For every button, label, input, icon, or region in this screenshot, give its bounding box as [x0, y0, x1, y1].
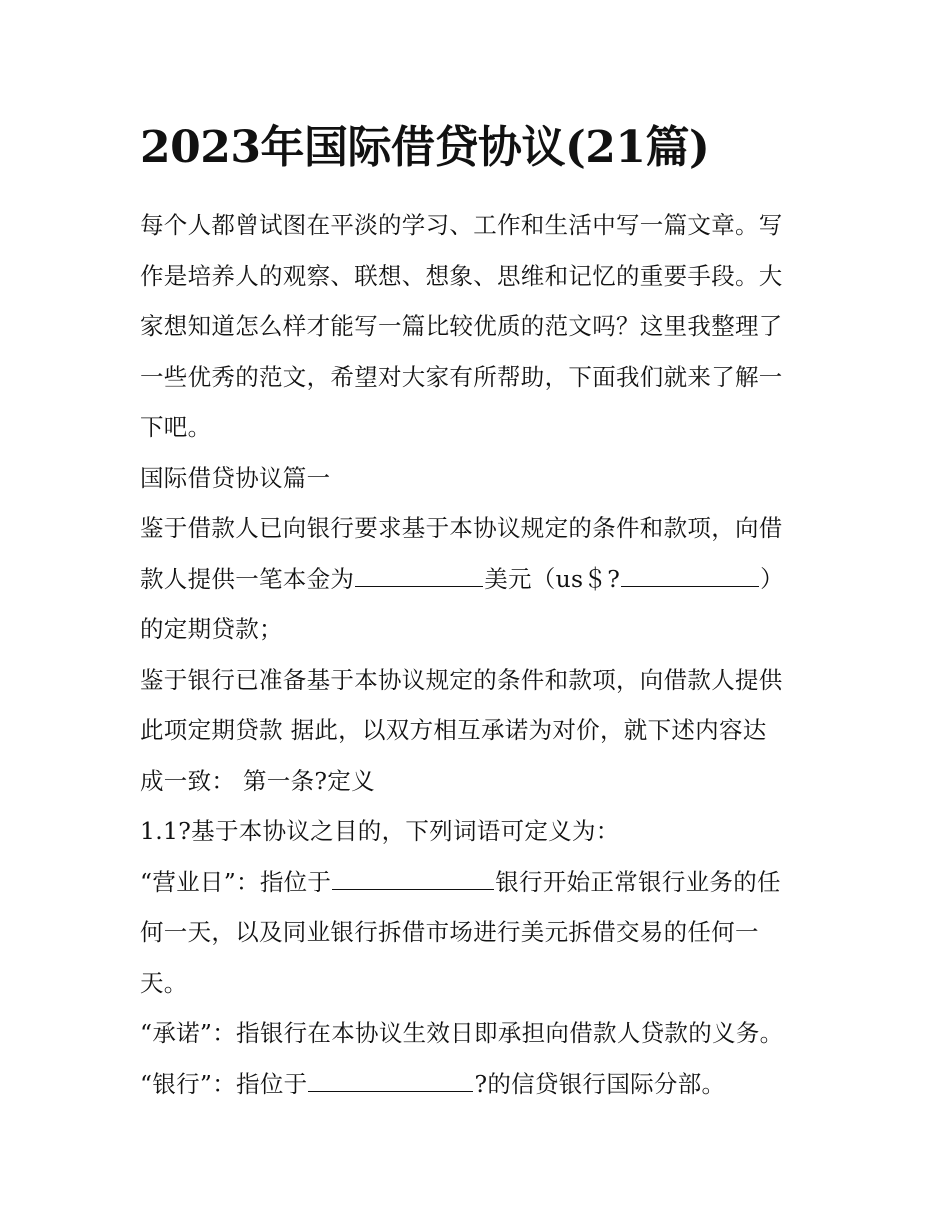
clause-b-line-1: 鉴于银行已准备基于本协议规定的条件和款项，向借款人提供 — [140, 665, 783, 694]
intro-line-4: 一些优秀的范文，希望对大家有所帮助，下面我们就来了解一 — [140, 362, 783, 391]
definitions-intro: 1.1?基于本协议之目的，下列词语可定义为： — [140, 817, 620, 845]
intro-line-3: 家想知道怎么样才能写一篇比较优质的范文吗？这里我整理了 — [140, 312, 783, 340]
document-body — [140, 200, 820, 1109]
section-heading: 国际借贷协议篇一 — [140, 463, 331, 492]
clause-a-line-2 — [140, 554, 820, 605]
clause-a-line-1: 鉴于借款人已向银行要求基于本协议规定的条件和款项，向借 — [140, 514, 783, 542]
usd-amount-blank — [621, 562, 759, 587]
def-bank-after: ?的信贷银行国际分部。 — [474, 1069, 726, 1098]
clause-a-text-after: ） — [760, 564, 784, 593]
business-day-location-blank — [332, 865, 494, 890]
intro-line-5: 下吧。 — [140, 413, 212, 441]
def-business-day-line-2: 何一天，以及同业银行拆借市场进行美元拆借交易的任何一 — [140, 918, 759, 946]
def-business-day-before: “营业日”：指位于 — [140, 867, 332, 896]
def-bank — [140, 1059, 820, 1110]
clause-a-text-before: 款人提供一笔本金为 — [140, 564, 355, 593]
principal-amount-blank — [355, 562, 483, 587]
clause-a-text-middle: 美元（us＄? — [484, 564, 621, 593]
bank-location-blank — [308, 1067, 473, 1092]
def-business-day-line-1 — [140, 857, 820, 908]
clause-b-line-2: 此项定期贷款 据此，以双方相互承诺为对价，就下述内容达 — [140, 716, 767, 744]
document-title: 2023年国际借贷协议(21篇) — [140, 122, 710, 173]
def-bank-before: “银行”：指位于 — [140, 1069, 308, 1098]
clause-a-line-3: 的定期贷款； — [140, 615, 283, 643]
intro-line-1: 每个人都曾试图在平淡的学习、工作和生活中写一篇文章。写 — [140, 211, 783, 239]
clause-b-line-3: 成一致： 第一条?定义 — [140, 766, 375, 795]
def-business-day-line-3: 天。 — [140, 968, 188, 997]
intro-line-2: 作是培养人的观察、联想、想象、思维和记忆的重要手段。大 — [140, 261, 783, 290]
def-commitment: “承诺”：指银行在本协议生效日即承担向借款人贷款的义务。 — [140, 1019, 784, 1047]
def-business-day-after: 银行开始正常银行业务的任 — [495, 867, 781, 896]
